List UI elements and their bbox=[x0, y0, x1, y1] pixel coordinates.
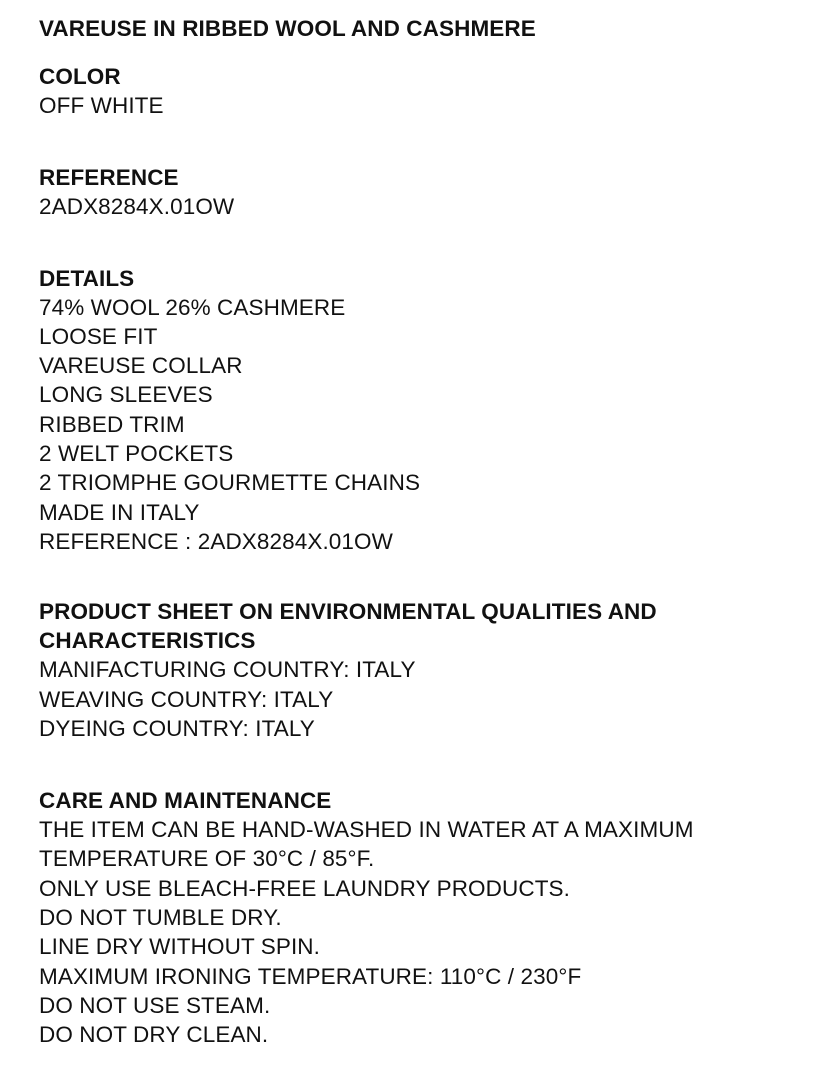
details-line: 74% WOOL 26% CASHMERE bbox=[39, 294, 346, 320]
color-section bbox=[39, 62, 809, 120]
care-line: TEMPERATURE OF 30°C / 85°F. bbox=[39, 846, 375, 872]
color-heading: COLOR bbox=[39, 64, 121, 89]
details-line: REFERENCE : 2ADX8284X.01OW bbox=[39, 528, 393, 554]
details-line: LOOSE FIT bbox=[39, 323, 158, 349]
details-line: 2 WELT POCKETS bbox=[39, 441, 234, 467]
details-line: MADE IN ITALY bbox=[39, 499, 200, 525]
details-line: 2 TRIOMPHE GOURMETTE CHAINS bbox=[39, 470, 421, 496]
product-sheet bbox=[39, 14, 809, 1050]
care-line: DO NOT DRY CLEAN. bbox=[39, 1022, 269, 1048]
care-section bbox=[39, 786, 809, 1049]
details-line: VAREUSE COLLAR bbox=[39, 353, 243, 379]
details-heading: DETAILS bbox=[39, 265, 135, 291]
details-line: RIBBED TRIM bbox=[39, 411, 185, 437]
environment-line: WEAVING COUNTRY: ITALY bbox=[39, 686, 334, 712]
reference-heading: REFERENCE bbox=[39, 165, 179, 191]
reference-section bbox=[39, 163, 809, 221]
environment-section bbox=[39, 597, 809, 743]
care-line: THE ITEM CAN BE HAND-WASHED IN WATER AT A MAXIMUM bbox=[39, 817, 694, 843]
color-value: OFF WHITE bbox=[39, 93, 164, 118]
care-line: ONLY USE BLEACH-FREE LAUNDRY PRODUCTS. bbox=[39, 875, 571, 901]
reference-value: 2ADX8284X.01OW bbox=[39, 194, 235, 220]
environment-heading-continued: CHARACTERISTICS bbox=[39, 628, 256, 654]
environment-line: MANIFACTURING COUNTRY: ITALY bbox=[39, 657, 416, 683]
care-line: MAXIMUM IRONING TEMPERATURE: 110°C / 230°F bbox=[39, 963, 582, 989]
care-line: LINE DRY WITHOUT SPIN. bbox=[39, 934, 320, 960]
environment-line: DYEING COUNTRY: ITALY bbox=[39, 715, 315, 741]
details-line: LONG SLEEVES bbox=[39, 382, 213, 408]
care-line: DO NOT TUMBLE DRY. bbox=[39, 905, 282, 931]
details-section bbox=[39, 264, 809, 557]
care-heading: CARE AND MAINTENANCE bbox=[39, 788, 332, 814]
care-line: DO NOT USE STEAM. bbox=[39, 992, 271, 1018]
environment-heading: PRODUCT SHEET ON ENVIRONMENTAL QUALITIES AND bbox=[39, 599, 657, 625]
product-title: VAREUSE IN RIBBED WOOL AND CASHMERE bbox=[39, 16, 536, 41]
